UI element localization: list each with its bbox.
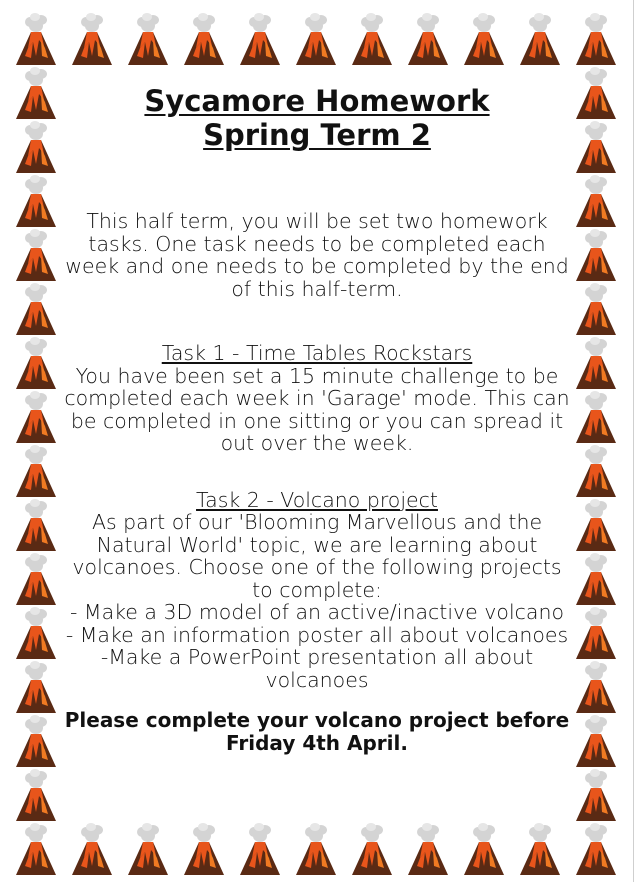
volcano-icon	[574, 552, 618, 606]
volcano-icon	[14, 444, 58, 498]
volcano-icon	[14, 336, 58, 390]
task-1-section	[62, 342, 572, 455]
volcano-icon	[14, 606, 58, 660]
volcano-icon	[14, 228, 58, 282]
volcano-icon	[14, 768, 58, 822]
volcano-icon	[182, 822, 226, 876]
volcano-icon	[14, 498, 58, 552]
project-option-2: - Make an information poster all about volcanoes	[65, 622, 569, 647]
volcano-icon	[518, 822, 562, 876]
volcano-icon	[574, 120, 618, 174]
volcano-icon	[14, 390, 58, 444]
volcano-icon	[70, 822, 114, 876]
volcano-icon	[350, 12, 394, 66]
task-2-heading: Task 2 - Volcano project	[196, 487, 438, 512]
project-option-1: - Make a 3D model of an active/inactive volcano	[69, 600, 565, 624]
homework-content	[62, 84, 572, 775]
volcano-icon	[14, 714, 58, 768]
task-1-body: You have been set a 15 minute challenge to be completed each week in 'Garage' mode. This can be completed in one sitting or you can spread it out over the week.	[64, 363, 570, 455]
project-option-3: -Make a PowerPoint presentation all about volcanoes	[100, 645, 534, 692]
volcano-icon	[574, 12, 618, 66]
volcano-icon	[14, 822, 58, 876]
task-1-heading: Task 1 - Time Tables Rockstars	[161, 341, 473, 365]
volcano-icon	[574, 498, 618, 552]
volcano-icon	[350, 822, 394, 876]
volcano-icon	[574, 282, 618, 336]
volcano-icon	[182, 12, 226, 66]
volcano-icon	[574, 822, 618, 876]
volcano-icon	[238, 12, 282, 66]
deadline-notice: Please complete your volcano project before Friday 4th April.	[64, 708, 570, 755]
volcano-icon	[574, 228, 618, 282]
volcano-icon	[574, 390, 618, 444]
volcano-icon	[574, 336, 618, 390]
volcano-icon	[14, 174, 58, 228]
volcano-icon	[126, 822, 170, 876]
task-2-body: As part of our 'Blooming Marvellous and the Natural World' topic, we are learning about volcanoes. Choose one of the following projects to complete:	[72, 510, 562, 602]
volcano-icon	[126, 12, 170, 66]
volcano-icon	[294, 822, 338, 876]
page-title	[62, 84, 572, 152]
volcano-icon	[574, 606, 618, 660]
volcano-icon	[14, 552, 58, 606]
volcano-icon	[574, 174, 618, 228]
volcano-icon	[70, 12, 114, 66]
volcano-icon	[406, 12, 450, 66]
volcano-icon	[462, 12, 506, 66]
volcano-icon	[574, 768, 618, 822]
volcano-icon	[574, 66, 618, 120]
volcano-icon	[462, 822, 506, 876]
title-line-1: Sycamore Homework	[144, 84, 490, 118]
volcano-icon	[238, 822, 282, 876]
volcano-icon	[14, 282, 58, 336]
task-2-section	[62, 489, 572, 692]
volcano-icon	[518, 12, 562, 66]
volcano-icon	[14, 120, 58, 174]
intro-text: This half term, you will be set two homework tasks. One task needs to be completed each week and one needs to be completed by the end of this half-term.	[65, 209, 569, 301]
title-line-2: Spring Term 2	[203, 118, 431, 152]
volcano-icon	[406, 822, 450, 876]
volcano-icon	[574, 714, 618, 768]
volcano-icon	[574, 660, 618, 714]
volcano-icon	[14, 660, 58, 714]
volcano-icon	[574, 444, 618, 498]
volcano-icon	[14, 66, 58, 120]
volcano-icon	[14, 12, 58, 66]
volcano-icon	[294, 12, 338, 66]
